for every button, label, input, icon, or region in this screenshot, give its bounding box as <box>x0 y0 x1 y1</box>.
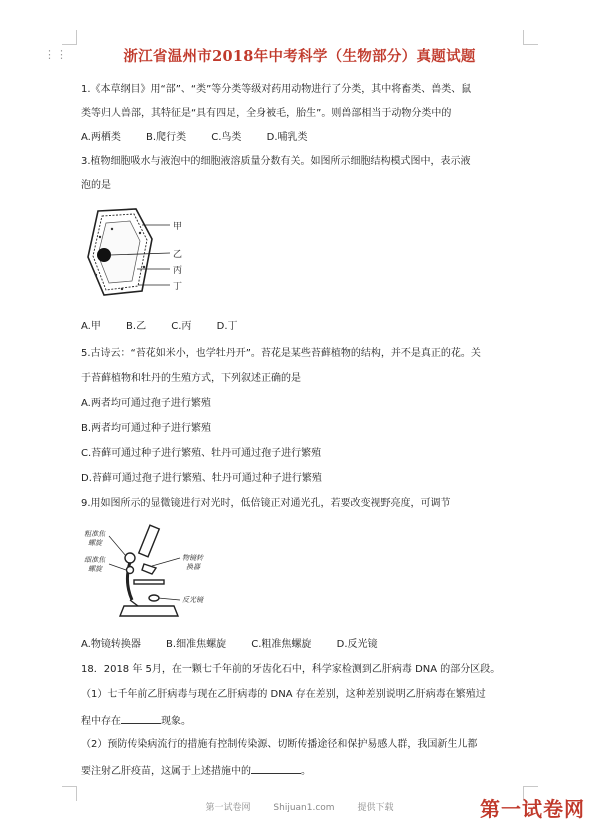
label-objective-converter-b: 换器 <box>186 563 200 571</box>
label-mirror: 反光镜 <box>182 596 203 604</box>
brand-watermark: 第一试卷网 <box>480 797 585 821</box>
q5-option-b: B.两者均可通过种子进行繁殖 <box>81 423 212 434</box>
label-coarse-focus-b: 螺旋 <box>88 539 102 547</box>
footer-slogan: 提供下载 <box>357 803 394 813</box>
label-objective-converter-a: 物镜转 <box>182 554 203 562</box>
q3-stem-line1: 3.植物细胞吸水与液泡中的细胞液溶质量分数有关。如图所示细胞结构模式图中，表示液 <box>81 156 471 167</box>
q5-stem-line2: 于苔藓植物和牡丹的生殖方式，下列叙述正确的是 <box>81 373 301 384</box>
margin-corner-mark <box>62 786 77 801</box>
answer-blank-1[interactable] <box>121 713 161 724</box>
cell-label-yi: 乙 <box>173 250 183 260</box>
footer-site-name: 第一试卷网 <box>205 803 251 813</box>
q3-options <box>81 320 260 334</box>
label-fine-focus-b: 螺旋 <box>88 565 102 573</box>
q5-option-a: A.两者均可通过孢子进行繁殖 <box>81 398 211 409</box>
q3-option-b: B.乙 <box>126 321 147 332</box>
label-coarse-focus-a: 粗准焦 <box>84 530 105 538</box>
q18-sub1-text-b: 现象。 <box>161 716 191 727</box>
q1-option-b: B.爬行类 <box>146 132 187 143</box>
q9-stem-line1: 9.用如图所示的显微镜进行对光时，低倍镜正对通光孔，若要改变视野亮度，可调节 <box>81 498 451 509</box>
q18-sub1-line2 <box>81 713 191 729</box>
answer-blank-2[interactable] <box>251 763 301 774</box>
q9-options <box>81 638 400 652</box>
q9-option-d: D.反光镜 <box>336 639 378 650</box>
q18-sub1-line1: （1）七千年前乙肝病毒与现在乙肝病毒的 DNA 存在差别，这种差别说明乙肝病毒在繁殖过 <box>81 689 486 700</box>
q18-sub2-line1: （2）预防传染病流行的措施有控制传染源、切断传播途径和保护易感人群，我国新生儿都 <box>81 739 478 750</box>
margin-corner-mark <box>62 30 77 45</box>
q1-stem-line2: 类等归人兽部，其特征是“具有四足，全身被毛，胎生”。则兽部相当于动物分类中的 <box>81 108 452 119</box>
q5-option-c: C.苔藓可通过种子进行繁殖、牡丹可通过孢子进行繁殖 <box>81 448 322 459</box>
q9-option-b: B.细准焦螺旋 <box>166 639 227 650</box>
q1-option-d: D.哺乳类 <box>266 132 308 143</box>
q18-stem-line1: 18．2018 年 5月，在一颗七千年前的牙齿化石中，科学家检测到乙肝病毒 DNA 的部分区段。 <box>81 664 501 675</box>
q18-sub2-text-b: 。 <box>301 766 311 777</box>
document-title: 浙江省温州市2018年中考科学（生物部分）真题试题 <box>123 48 476 65</box>
q18-sub1-text-a: 程中存在 <box>81 716 121 727</box>
drag-handle-icon[interactable]: ⋮⋮ <box>44 48 68 61</box>
q3-stem-line2: 泡的是 <box>81 180 111 191</box>
q9-option-a: A.物镜转换器 <box>81 639 141 650</box>
cell-label-ding: 丁 <box>173 282 183 292</box>
footer-domain[interactable]: Shijuan1.com <box>273 803 335 813</box>
q3-option-a: A.甲 <box>81 321 101 332</box>
microscope-diagram <box>82 522 242 622</box>
q3-option-c: C.丙 <box>171 321 192 332</box>
q18-sub2-text-a: 要注射乙肝疫苗，这属于上述措施中的 <box>81 766 251 777</box>
plant-cell-diagram <box>82 205 192 305</box>
microscope-body <box>120 525 178 616</box>
q1-stem-line1: 1.《本草纲目》用“部”、“类”等分类等级对药用动物进行了分类，其中将畜类、兽类、鼠 <box>81 84 472 95</box>
cell-label-bing: 丙 <box>173 266 183 276</box>
q1-option-c: C.鸟类 <box>211 132 242 143</box>
q3-option-d: D.丁 <box>216 321 238 332</box>
margin-corner-mark <box>523 30 538 45</box>
q9-option-c: C.粗准焦螺旋 <box>251 639 312 650</box>
q18-sub2-line2 <box>81 763 311 779</box>
q1-options <box>81 131 330 145</box>
label-fine-focus-a: 细准焦 <box>84 556 105 564</box>
nucleus-shape <box>97 248 111 262</box>
q5-stem-line1: 5.古诗云：“苔花如米小，也学牡丹开”。苔花是某些苔藓植物的结构，并不是真正的花。关 <box>81 348 481 359</box>
q5-option-d: D.苔藓可通过孢子进行繁殖、牡丹可通过种子进行繁殖 <box>81 473 322 484</box>
cell-label-jia: 甲 <box>173 222 183 232</box>
q1-option-a: A.两栖类 <box>81 132 121 143</box>
